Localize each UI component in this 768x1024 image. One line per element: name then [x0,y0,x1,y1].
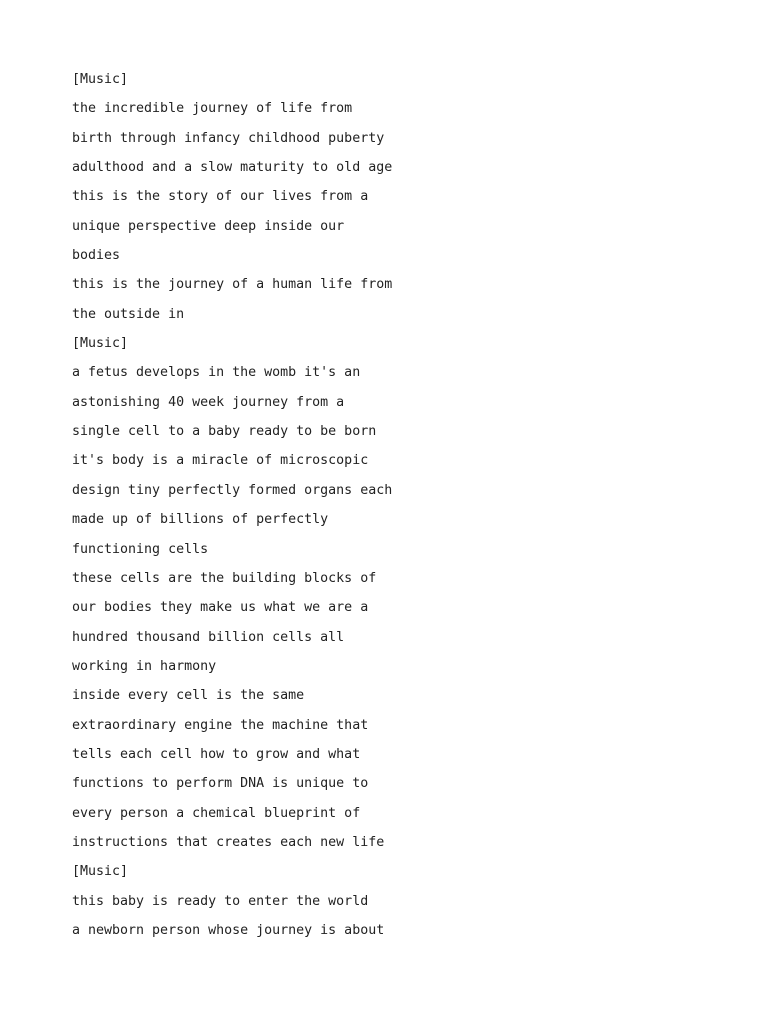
transcript-line: a fetus develops in the womb it's an [72,365,361,381]
transcript-line: this baby is ready to enter the world [72,893,369,909]
transcript-line: bodies [72,248,121,264]
transcript-line: these cells are the building blocks of [72,570,377,586]
transcript-text [72,65,692,945]
transcript-line: made up of billions of perfectly [72,512,329,528]
transcript-line: a newborn person whose journey is about [72,922,385,938]
transcript-line: single cell to a baby ready to be born [72,424,377,440]
transcript-line: hundred thousand billion cells all [72,629,345,645]
transcript-line: [Music] [72,72,129,87]
transcript-line: functions to perform DNA is unique to [72,776,369,792]
transcript-line: [Music] [72,864,129,880]
transcript-line: functioning cells [72,541,209,557]
transcript-line: tells each cell how to grow and what [72,746,361,762]
transcript-line: inside every cell is the same [72,688,305,704]
transcript-line: it's body is a miracle of microscopic [72,453,369,469]
transcript-line: [Music] [72,336,129,352]
transcript-line: our bodies they make us what we are a [72,600,369,616]
transcript-line: every person a chemical blueprint of [72,805,361,821]
transcript-line: the outside in [72,306,185,322]
transcript-line: this is the story of our lives from a [72,189,369,205]
transcript-line: instructions that creates each new life [72,834,385,850]
transcript-line: the incredible journey of life from [72,101,353,117]
transcript-line: this is the journey of a human life from [72,277,393,293]
transcript-line: working in harmony [72,658,217,674]
transcript-line: adulthood and a slow maturity to old age [72,160,393,176]
transcript-line: birth through infancy childhood puberty [72,130,385,146]
transcript-line: astonishing 40 week journey from a [72,394,345,410]
transcript-line: unique perspective deep inside our [72,218,345,234]
transcript-line: design tiny perfectly formed organs each [72,482,393,498]
transcript-line: extraordinary engine the machine that [72,717,369,733]
